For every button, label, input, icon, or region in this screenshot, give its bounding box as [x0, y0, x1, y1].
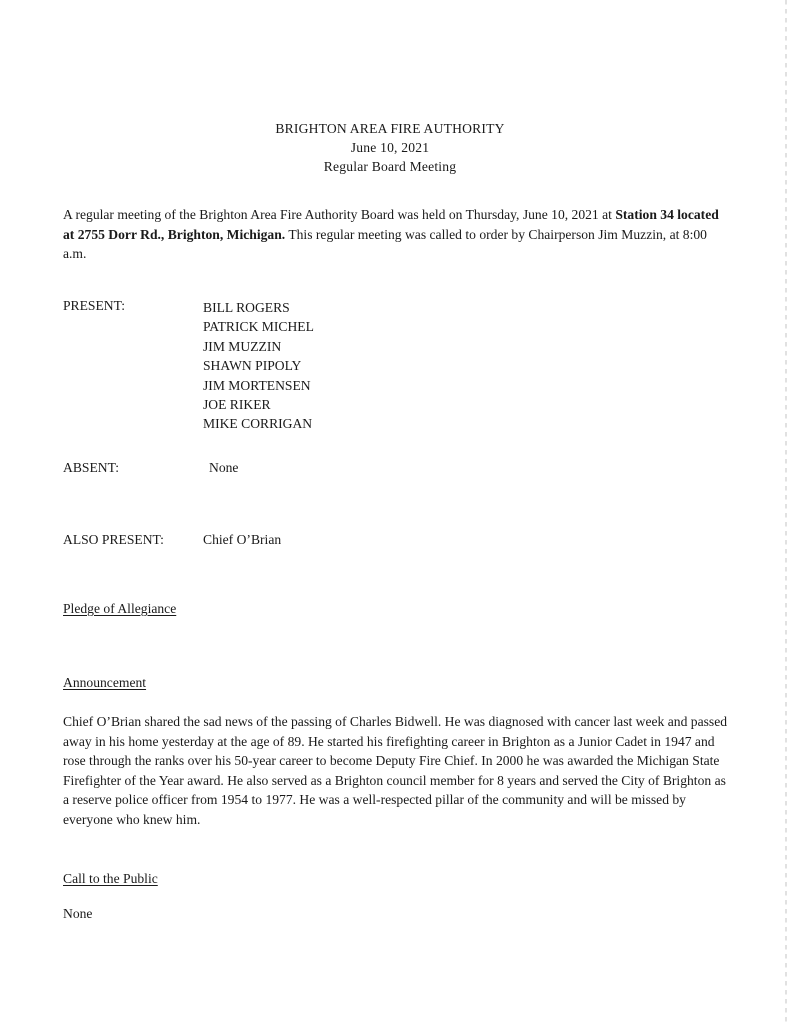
document-header — [0, 119, 780, 176]
also-present-label: ALSO PRESENT: — [63, 532, 164, 547]
announcement-heading: Announcement — [63, 675, 147, 690]
intro-text-after: This regular meeting was called to order by Chairperson Jim Muzzin, at 8:00 a.m. — [63, 226, 707, 261]
meeting-date: June 10, 2021 — [350, 140, 430, 155]
absent-label: ABSENT: — [63, 460, 119, 475]
present-member: MIKE CORRIGAN — [203, 416, 313, 432]
present-members-list — [203, 298, 314, 434]
also-present-value: Chief O’Brian — [203, 532, 282, 547]
present-member: BILL ROGERS — [203, 300, 290, 315]
present-member: JIM MUZZIN — [203, 338, 282, 354]
meeting-location: Station 34 located at 2755 Dorr Rd., Brighton, Michigan. — [63, 207, 719, 242]
call-to-public-text: None — [63, 906, 93, 921]
meeting-type: Regular Board Meeting — [323, 159, 457, 174]
absent-value: None — [209, 460, 239, 475]
present-member: PATRICK MICHEL — [203, 319, 314, 335]
call-to-public-heading: Call to the Public — [63, 871, 158, 886]
announcement-paragraph: Chief O’Brian shared the sad news of the passing of Charles Bidwell. He was diagnosed with cancer last week and passed away in his home yesterday at the age of 89. He started his firefighting career in Brighton as a Junior Cadet in 1947 and rose through the ranks over his 50-year career to become Deputy Fire Chief. In 2000 he was awarded the Michigan State Firefighter of the Year award. He also served as a Brighton council member for 8 years and served the City of Brighton as a reserve police officer from 1954 to 1977. He was a well-respected pillar of the community and will be missed by everyone who knew him. — [63, 714, 728, 827]
intro-text-before: A regular meeting of the Brighton Area Fire Authority Board was held on Thursday, June 10, 2021 at — [63, 207, 612, 222]
organization-title: BRIGHTON AREA FIRE AUTHORITY — [275, 121, 505, 136]
present-label: PRESENT: — [63, 298, 126, 313]
present-member: JIM MORTENSEN — [203, 377, 311, 393]
present-member: JOE RIKER — [203, 397, 271, 413]
present-member: SHAWN PIPOLY — [203, 358, 302, 374]
pledge-heading: Pledge of Allegiance — [63, 601, 177, 616]
scan-edge-marks — [785, 0, 787, 1024]
intro-paragraph — [63, 205, 733, 264]
